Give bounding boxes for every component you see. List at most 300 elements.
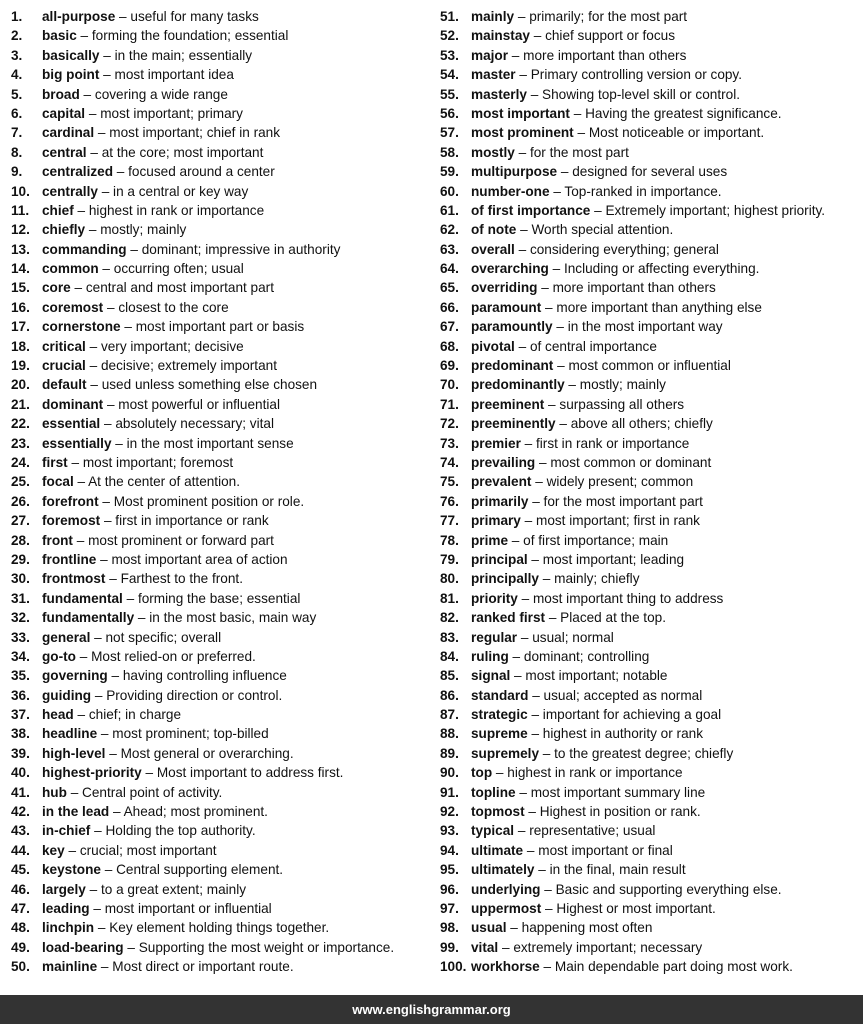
entry-text bbox=[42, 783, 222, 802]
entry-separator: – bbox=[120, 319, 136, 335]
entry-definition: forming the base; essential bbox=[137, 590, 301, 606]
entry-definition: in the most basic, main way bbox=[149, 610, 317, 626]
entry-number: 29. bbox=[11, 551, 30, 567]
entry-definition: highest in rank or importance bbox=[88, 202, 265, 218]
entry-word: high-level bbox=[42, 745, 106, 761]
entry-number: 34. bbox=[11, 648, 30, 664]
entry-definition: Ahead; most prominent. bbox=[123, 804, 268, 820]
entry-separator: – bbox=[98, 261, 114, 277]
entry-text bbox=[42, 821, 256, 840]
entry-word: frontline bbox=[42, 551, 97, 567]
word-entry bbox=[440, 434, 860, 453]
word-entry bbox=[11, 46, 431, 65]
entry-number: 52. bbox=[440, 28, 459, 44]
entry-text bbox=[42, 278, 274, 297]
entry-separator: – bbox=[79, 86, 95, 102]
entry-word: keystone bbox=[42, 862, 101, 878]
word-entry bbox=[11, 85, 431, 104]
entry-definition: covering a wide range bbox=[94, 86, 228, 102]
entry-number: 25. bbox=[11, 474, 30, 490]
word-entry bbox=[11, 395, 431, 414]
entry-word: highest-priority bbox=[42, 765, 142, 781]
entry-text bbox=[42, 880, 246, 899]
entry-word: primarily bbox=[471, 493, 529, 509]
entry-word: paramount bbox=[471, 299, 542, 315]
entry-word: fundamentally bbox=[42, 610, 135, 626]
word-entry bbox=[11, 220, 431, 239]
word-entry bbox=[11, 550, 431, 569]
entry-number: 80. bbox=[440, 571, 459, 587]
entry-separator: – bbox=[105, 745, 121, 761]
entry-number: 10. bbox=[11, 183, 30, 199]
entry-separator: – bbox=[122, 590, 138, 606]
entry-number: 94. bbox=[440, 842, 459, 858]
word-entry bbox=[440, 744, 860, 763]
entry-number: 64. bbox=[440, 261, 459, 277]
entry-word: guiding bbox=[42, 687, 92, 703]
entry-separator: – bbox=[96, 551, 112, 567]
entry-number: 24. bbox=[11, 454, 30, 470]
entry-separator: – bbox=[85, 338, 101, 354]
entry-definition: Farthest to the front. bbox=[120, 571, 243, 587]
entry-definition: most important; foremost bbox=[82, 454, 234, 470]
entry-text bbox=[42, 938, 394, 957]
entry-text bbox=[471, 511, 700, 530]
entry-text bbox=[471, 317, 723, 336]
entry-number: 47. bbox=[11, 900, 30, 916]
entry-definition: most important or final bbox=[538, 842, 673, 858]
entry-definition: Highest in position or rank. bbox=[539, 804, 701, 820]
entry-word: number-one bbox=[471, 183, 550, 199]
entry-number: 88. bbox=[440, 726, 459, 742]
entry-number: 13. bbox=[11, 241, 30, 257]
entry-number: 49. bbox=[11, 939, 30, 955]
word-entry bbox=[440, 85, 860, 104]
entry-separator: – bbox=[515, 67, 531, 83]
entry-word: master bbox=[471, 67, 516, 83]
entry-definition: focused around a center bbox=[128, 164, 275, 180]
entry-separator: – bbox=[94, 920, 110, 936]
entry-word: key bbox=[42, 842, 65, 858]
entry-number: 1. bbox=[11, 9, 23, 24]
entry-separator: – bbox=[64, 842, 80, 858]
entry-separator: – bbox=[528, 493, 544, 509]
entry-definition: most common or dominant bbox=[550, 454, 712, 470]
entry-word: overriding bbox=[471, 280, 538, 296]
entry-word: ultimate bbox=[471, 842, 524, 858]
entry-word: strategic bbox=[471, 707, 528, 723]
word-entry bbox=[440, 899, 860, 918]
entry-separator: – bbox=[100, 513, 116, 529]
word-entry bbox=[440, 763, 860, 782]
entry-text bbox=[471, 278, 716, 297]
entry-text bbox=[42, 569, 243, 588]
entry-word: usual bbox=[471, 920, 507, 936]
entry-word: predominant bbox=[471, 358, 554, 374]
entry-word: all-purpose bbox=[42, 9, 116, 24]
entry-text bbox=[42, 492, 304, 511]
entry-definition: chief support or focus bbox=[545, 28, 676, 44]
entry-definition: above all others; chiefly bbox=[570, 416, 713, 432]
entry-definition: in the most important sense bbox=[126, 435, 294, 451]
entry-text bbox=[42, 395, 280, 414]
entry-separator: – bbox=[544, 396, 560, 412]
entry-definition: Providing direction or control. bbox=[106, 687, 283, 703]
entry-separator: – bbox=[86, 377, 102, 393]
entry-word: mainline bbox=[42, 959, 98, 975]
word-entry bbox=[440, 957, 860, 976]
entry-word: chief bbox=[42, 202, 74, 218]
entry-definition: most important; primary bbox=[100, 105, 243, 121]
entry-word: load-bearing bbox=[42, 939, 124, 955]
entry-definition: surpassing all others bbox=[559, 396, 685, 412]
entry-separator: – bbox=[528, 687, 544, 703]
entry-definition: widely present; common bbox=[546, 474, 694, 490]
entry-separator: – bbox=[541, 900, 557, 916]
entry-separator: – bbox=[548, 261, 564, 277]
entry-word: underlying bbox=[471, 881, 541, 897]
footer-website: www.englishgrammar.org bbox=[0, 995, 863, 1024]
entry-definition: most important part or basis bbox=[135, 319, 305, 335]
entry-word: leading bbox=[42, 900, 90, 916]
entry-word: paramountly bbox=[471, 319, 553, 335]
entry-separator: – bbox=[85, 358, 101, 374]
word-entry bbox=[11, 104, 431, 123]
entry-text bbox=[42, 414, 274, 433]
word-entry bbox=[440, 589, 860, 608]
entry-number: 36. bbox=[11, 687, 30, 703]
entry-separator: – bbox=[123, 939, 139, 955]
entry-word: critical bbox=[42, 338, 86, 354]
entry-definition: chief; in charge bbox=[88, 707, 182, 723]
entry-separator: – bbox=[549, 183, 565, 199]
entry-definition: not specific; overall bbox=[105, 629, 222, 645]
entry-word: supreme bbox=[471, 726, 528, 742]
entry-text bbox=[471, 705, 721, 724]
word-entry bbox=[11, 143, 431, 162]
entry-separator: – bbox=[545, 610, 561, 626]
entry-number: 19. bbox=[11, 358, 30, 374]
word-entry bbox=[440, 201, 860, 220]
entry-text bbox=[471, 589, 723, 608]
entry-text bbox=[42, 453, 233, 472]
entry-word: linchpin bbox=[42, 920, 95, 936]
entry-separator: – bbox=[103, 299, 119, 315]
entry-word: governing bbox=[42, 668, 108, 684]
entry-word: of first importance bbox=[471, 202, 591, 218]
entry-definition: At the center of attention. bbox=[88, 474, 241, 490]
entry-text bbox=[471, 724, 703, 743]
entry-definition: mainly; chiefly bbox=[554, 571, 640, 587]
word-entry bbox=[440, 569, 860, 588]
entry-word: topmost bbox=[471, 804, 525, 820]
word-entry bbox=[11, 531, 431, 550]
entry-number: 92. bbox=[440, 804, 459, 820]
word-entry bbox=[11, 65, 431, 84]
entry-number: 58. bbox=[440, 144, 459, 160]
entry-number: 69. bbox=[440, 358, 459, 374]
entry-text bbox=[42, 608, 316, 627]
entry-separator: – bbox=[529, 28, 546, 44]
entry-text bbox=[471, 647, 649, 666]
entry-text bbox=[471, 259, 759, 278]
entry-number: 14. bbox=[11, 261, 30, 277]
entry-text bbox=[42, 647, 256, 666]
entry-text bbox=[42, 356, 277, 375]
entry-number: 89. bbox=[440, 745, 459, 761]
word-entry bbox=[11, 608, 431, 627]
entry-separator: – bbox=[508, 532, 524, 548]
entry-text bbox=[471, 85, 740, 104]
word-entry bbox=[11, 201, 431, 220]
entry-word: preeminent bbox=[471, 396, 545, 412]
word-entry bbox=[440, 298, 860, 317]
entry-word: frontmost bbox=[42, 571, 106, 587]
word-entry bbox=[11, 589, 431, 608]
entry-definition: more important than others bbox=[552, 280, 716, 296]
entry-number: 48. bbox=[11, 920, 30, 936]
entry-number: 46. bbox=[11, 881, 30, 897]
word-entry bbox=[440, 414, 860, 433]
entry-number: 20. bbox=[11, 377, 30, 393]
entry-separator: – bbox=[86, 144, 102, 160]
entry-definition: useful for many tasks bbox=[130, 9, 259, 24]
entry-separator: – bbox=[541, 299, 557, 315]
entry-word: big point bbox=[42, 67, 100, 83]
entry-word: go-to bbox=[42, 648, 76, 664]
entry-text bbox=[471, 220, 673, 239]
word-entry bbox=[440, 337, 860, 356]
entry-number: 18. bbox=[11, 338, 30, 354]
entry-separator: – bbox=[85, 105, 101, 121]
entry-text bbox=[471, 783, 705, 802]
entry-definition: absolutely necessary; vital bbox=[115, 416, 274, 432]
word-entry bbox=[11, 278, 431, 297]
entry-word: commanding bbox=[42, 241, 127, 257]
entry-text bbox=[471, 26, 675, 45]
entry-separator: – bbox=[85, 222, 101, 238]
entry-number: 99. bbox=[440, 939, 459, 955]
entry-text bbox=[471, 841, 673, 860]
entry-number: 28. bbox=[11, 532, 30, 548]
entry-separator: – bbox=[99, 67, 115, 83]
entry-word: preeminently bbox=[471, 416, 556, 432]
entry-definition: Supporting the most weight or importance. bbox=[138, 939, 395, 955]
entry-text bbox=[42, 201, 264, 220]
word-entry bbox=[11, 938, 431, 957]
entry-text bbox=[42, 259, 244, 278]
entry-separator: – bbox=[100, 416, 116, 432]
entry-separator: – bbox=[508, 648, 524, 664]
entry-definition: in the most important way bbox=[567, 319, 723, 335]
entry-word: basic bbox=[42, 28, 77, 44]
entry-number: 30. bbox=[11, 571, 30, 587]
entry-text bbox=[471, 104, 782, 123]
entry-number: 42. bbox=[11, 804, 30, 820]
word-entry bbox=[440, 26, 860, 45]
entry-text bbox=[42, 957, 294, 976]
entry-number: 54. bbox=[440, 67, 459, 83]
entry-word: most important bbox=[471, 105, 570, 121]
entry-separator: – bbox=[524, 804, 540, 820]
entry-word: cardinal bbox=[42, 125, 95, 141]
entry-number: 2. bbox=[11, 28, 23, 44]
entry-definition: considering everything; general bbox=[529, 241, 719, 257]
word-entry bbox=[11, 26, 431, 45]
entry-text bbox=[42, 143, 263, 162]
entry-separator: – bbox=[527, 551, 543, 567]
entry-separator: – bbox=[539, 571, 555, 587]
entry-separator: – bbox=[89, 900, 105, 916]
entry-definition: most prominent or forward part bbox=[88, 532, 274, 548]
entry-word: uppermost bbox=[471, 900, 542, 916]
word-entry bbox=[11, 860, 431, 879]
entry-separator: – bbox=[537, 280, 553, 296]
entry-text bbox=[42, 85, 228, 104]
entry-definition: most prominent; top-billed bbox=[112, 726, 269, 742]
entry-number: 86. bbox=[440, 687, 459, 703]
entry-text bbox=[471, 162, 727, 181]
entry-text bbox=[471, 918, 652, 937]
entry-text bbox=[42, 918, 329, 937]
word-entry bbox=[11, 899, 431, 918]
entry-word: focal bbox=[42, 474, 74, 490]
entry-text bbox=[42, 337, 244, 356]
entry-separator: – bbox=[72, 532, 89, 548]
entry-separator: – bbox=[90, 823, 106, 839]
entry-text bbox=[42, 220, 186, 239]
entry-separator: – bbox=[134, 610, 150, 626]
entry-text bbox=[471, 821, 655, 840]
entry-separator: – bbox=[517, 590, 533, 606]
entry-word: cornerstone bbox=[42, 319, 121, 335]
entry-definition: central and most important part bbox=[85, 280, 274, 296]
entry-word: multipurpose bbox=[471, 164, 558, 180]
word-entry bbox=[440, 162, 860, 181]
entry-definition: occurring often; usual bbox=[113, 261, 244, 277]
entry-definition: Having the greatest significance. bbox=[585, 105, 782, 121]
entry-text bbox=[471, 123, 764, 142]
entry-text bbox=[42, 899, 272, 918]
entry-text bbox=[42, 860, 283, 879]
entry-definition: designed for several uses bbox=[572, 164, 728, 180]
entry-number: 65. bbox=[440, 280, 459, 296]
entry-separator: – bbox=[539, 745, 555, 761]
word-entry bbox=[440, 860, 860, 879]
entry-definition: important for achieving a goal bbox=[542, 707, 722, 723]
entry-word: mostly bbox=[471, 144, 515, 160]
entry-separator: – bbox=[553, 358, 569, 374]
entry-separator: – bbox=[508, 47, 524, 63]
entry-word: of note bbox=[471, 222, 517, 238]
entry-number: 71. bbox=[440, 396, 459, 412]
entry-word: general bbox=[42, 629, 91, 645]
entry-word: head bbox=[42, 707, 74, 723]
entry-word: essential bbox=[42, 416, 101, 432]
entry-separator: – bbox=[73, 202, 89, 218]
word-entry bbox=[440, 143, 860, 162]
entry-word: signal bbox=[471, 668, 511, 684]
word-entry bbox=[11, 240, 431, 259]
entry-word: typical bbox=[471, 823, 515, 839]
entry-number: 84. bbox=[440, 648, 459, 664]
entry-separator: – bbox=[520, 435, 536, 451]
word-entry bbox=[440, 628, 860, 647]
entry-text bbox=[42, 744, 294, 763]
entry-separator: – bbox=[552, 319, 568, 335]
word-entry bbox=[440, 259, 860, 278]
entry-text bbox=[471, 686, 702, 705]
entry-definition: Key element holding things together. bbox=[109, 920, 330, 936]
entry-definition: first in importance or rank bbox=[115, 513, 269, 529]
entry-word: dominant bbox=[42, 396, 104, 412]
word-entry bbox=[11, 841, 431, 860]
entry-word: prime bbox=[471, 532, 509, 548]
entry-number: 82. bbox=[440, 610, 459, 626]
entry-text bbox=[471, 666, 667, 685]
entry-definition: Including or affecting everything. bbox=[563, 261, 760, 277]
entry-text bbox=[471, 492, 703, 511]
entry-separator: – bbox=[67, 454, 83, 470]
word-entry bbox=[11, 628, 431, 647]
entry-number: 81. bbox=[440, 590, 459, 606]
entry-number: 68. bbox=[440, 338, 459, 354]
entry-word: overall bbox=[471, 241, 515, 257]
entry-number: 75. bbox=[440, 474, 459, 490]
entry-separator: – bbox=[540, 881, 556, 897]
entry-word: ranked first bbox=[471, 610, 546, 626]
entry-separator: – bbox=[539, 959, 555, 975]
entry-text bbox=[471, 240, 719, 259]
word-entry bbox=[440, 240, 860, 259]
entry-text bbox=[471, 938, 702, 957]
entry-definition: having controlling influence bbox=[122, 668, 287, 684]
entry-number: 90. bbox=[440, 765, 459, 781]
word-entry bbox=[11, 7, 431, 26]
entry-text bbox=[42, 65, 234, 84]
word-entry bbox=[440, 492, 860, 511]
entry-word: masterly bbox=[471, 86, 527, 102]
entry-number: 4. bbox=[11, 67, 23, 83]
word-entry bbox=[440, 686, 860, 705]
entry-definition: to the greatest degree; chiefly bbox=[554, 745, 734, 761]
entry-word: common bbox=[42, 261, 99, 277]
entry-definition: most important thing to address bbox=[532, 590, 724, 606]
word-entry bbox=[11, 918, 431, 937]
entry-definition: most important; leading bbox=[542, 551, 685, 567]
entry-definition: Showing top-level skill or control. bbox=[542, 86, 740, 102]
entry-separator: – bbox=[506, 920, 522, 936]
entry-word: in the lead bbox=[42, 804, 110, 820]
word-entry bbox=[440, 104, 860, 123]
entry-word: essentially bbox=[42, 435, 112, 451]
entry-separator: – bbox=[514, 9, 530, 24]
entry-text bbox=[42, 46, 252, 65]
entry-word: mainstay bbox=[471, 28, 530, 44]
entry-separator: – bbox=[126, 241, 142, 257]
entry-number: 22. bbox=[11, 416, 30, 432]
word-entry bbox=[11, 259, 431, 278]
entry-separator: – bbox=[73, 474, 89, 490]
entry-word: ruling bbox=[471, 648, 509, 664]
entry-text bbox=[471, 531, 668, 550]
entry-definition: dominant; controlling bbox=[523, 648, 650, 664]
entry-word: primary bbox=[471, 513, 521, 529]
entry-definition: Most direct or important route. bbox=[112, 959, 294, 975]
entry-definition: forming the foundation; essential bbox=[91, 28, 289, 44]
entry-number: 41. bbox=[11, 784, 30, 800]
entry-definition: most important; notable bbox=[525, 668, 668, 684]
